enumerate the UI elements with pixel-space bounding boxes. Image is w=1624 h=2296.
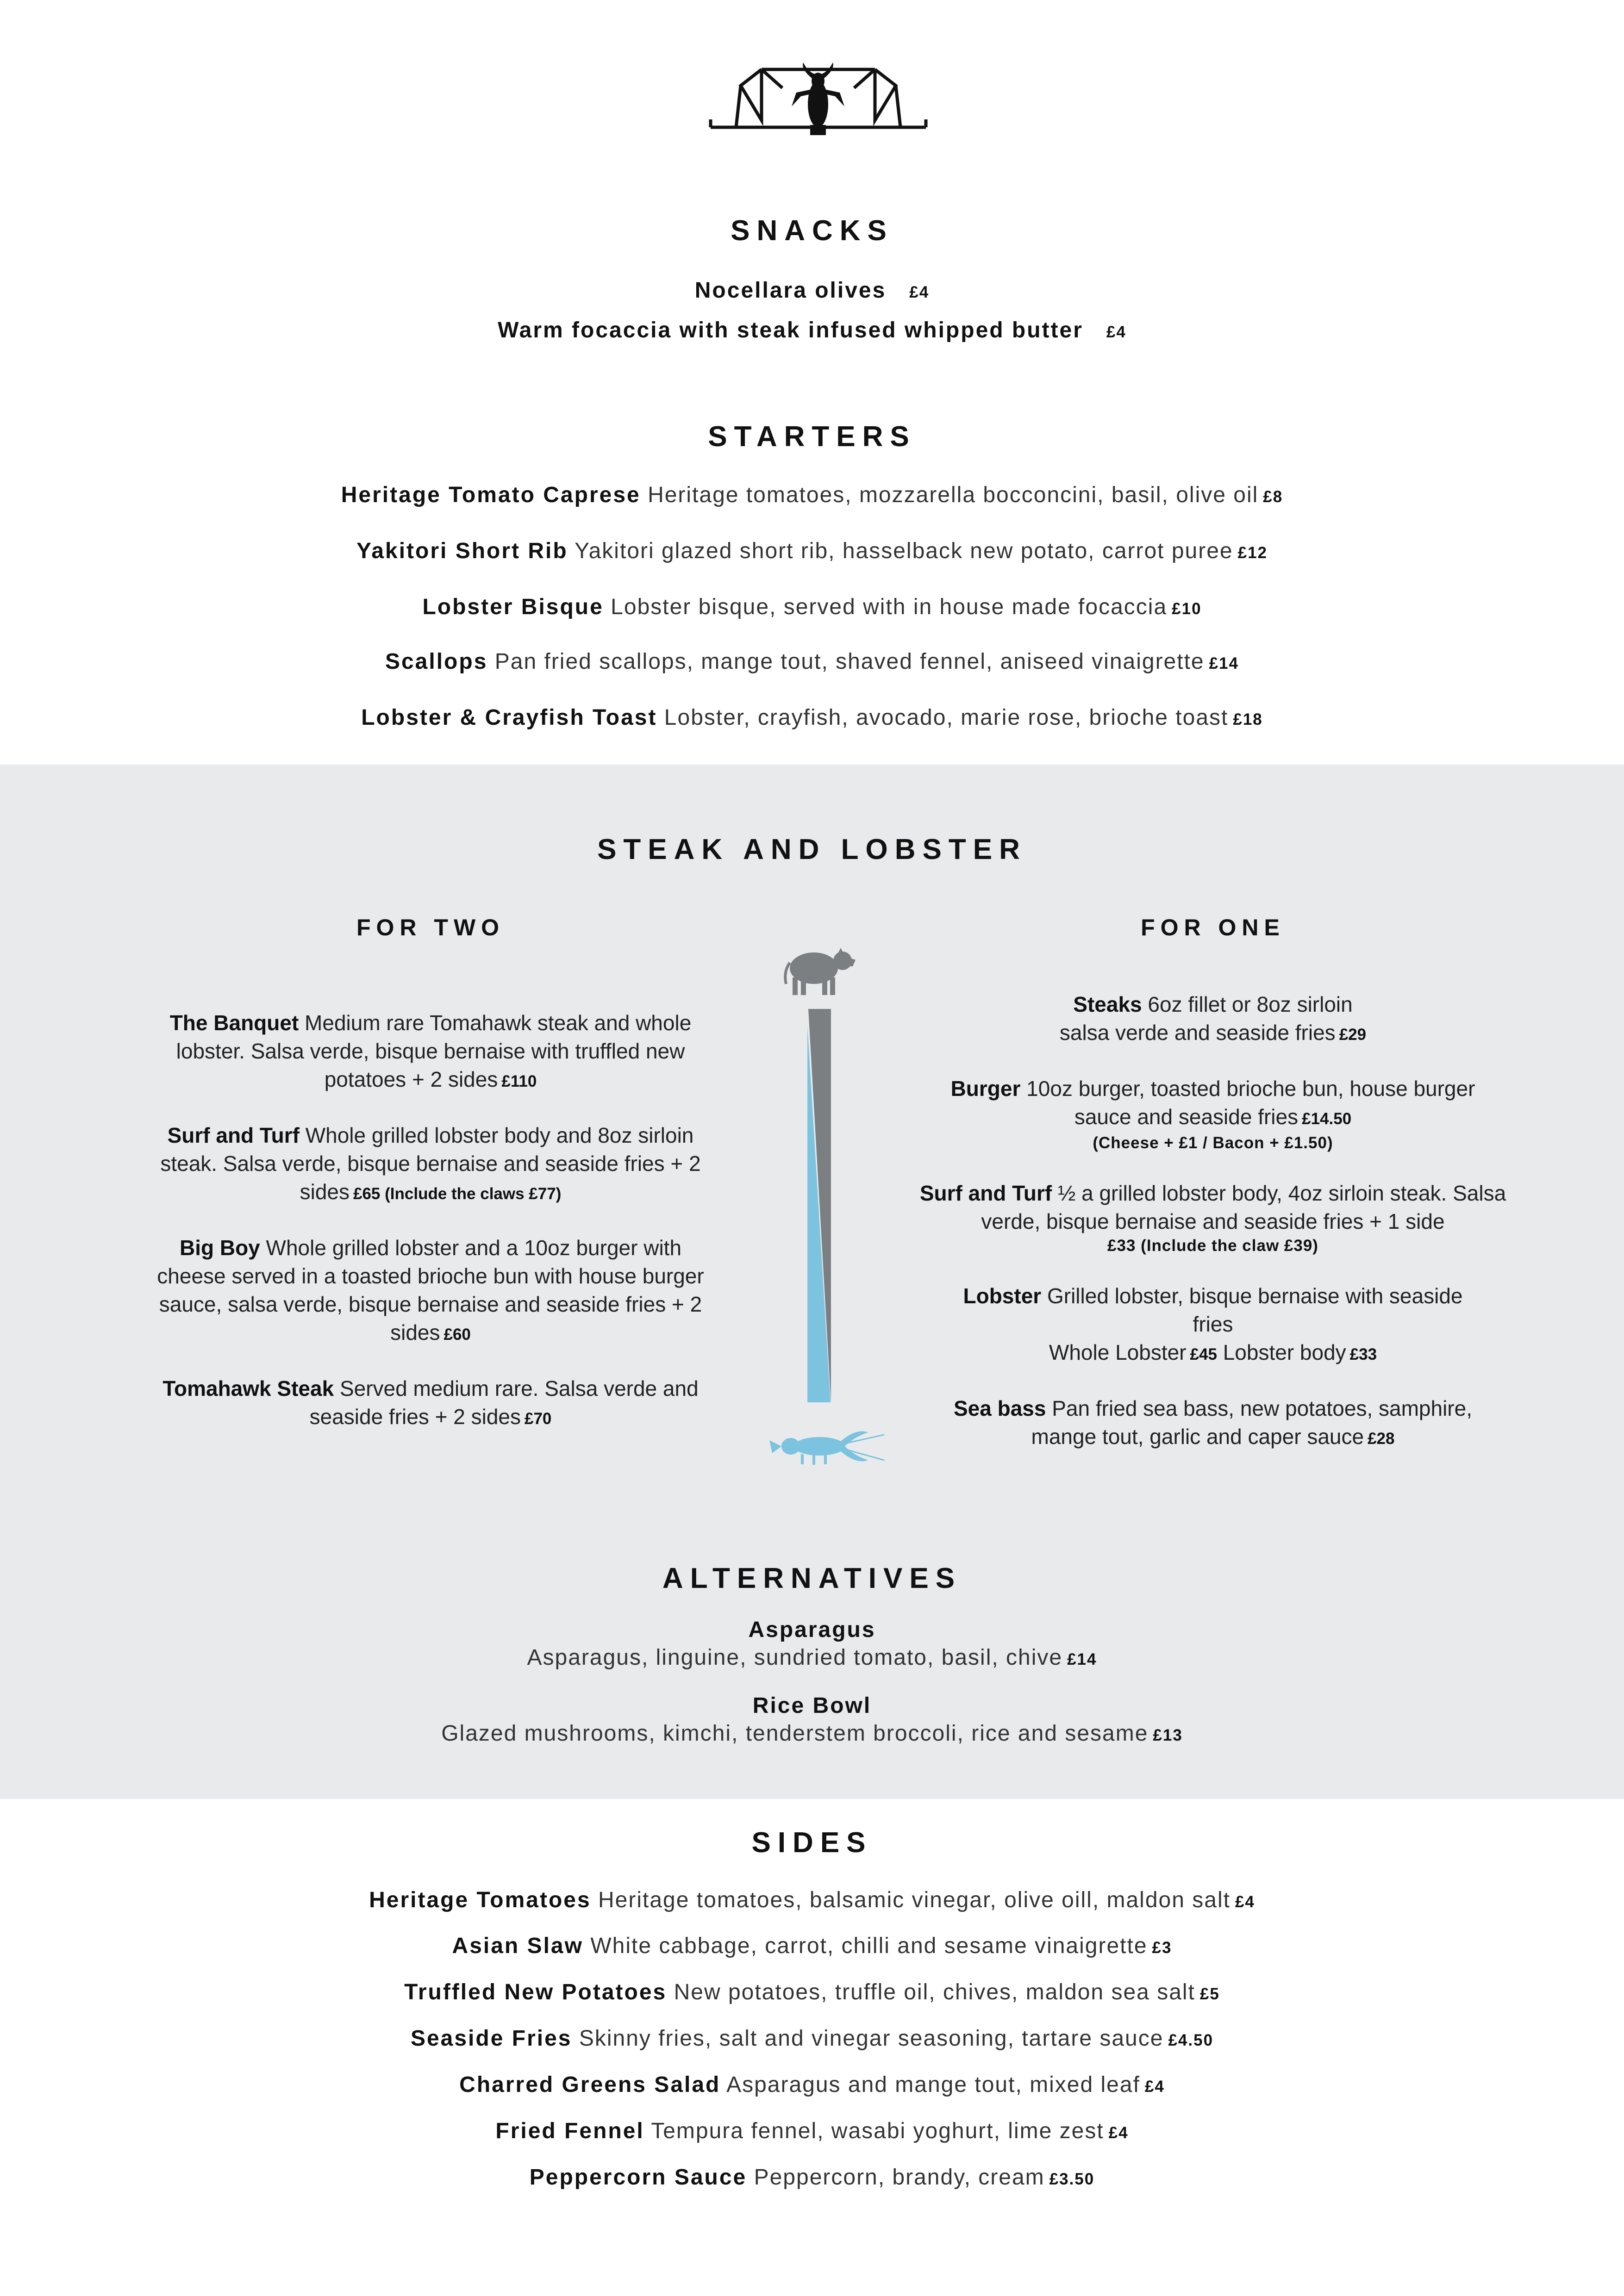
for-one-heading: FOR ONE (1141, 915, 1285, 940)
restaurant-logo (708, 60, 928, 139)
cow-lobster-divider (750, 940, 889, 1495)
steak-lobster-heading: STEAK AND LOBSTER (597, 834, 1027, 865)
side-item: Truffled New Potatoes New potatoes, truffle oil, chives, maldon sea salt £5 (404, 1980, 1220, 2004)
snacks-heading: SNACKS (731, 215, 893, 247)
menu-item: Tomahawk Steak Served medium rare. Salsa verde and seaside fries + 2 sides £70 (162, 1376, 699, 1429)
for-two-list (139, 1009, 722, 1459)
side-item: Seaside Fries Skinny fries, salt and vinegar seasoning, tartare sauce £4.50 (410, 2026, 1214, 2051)
menu-item: Steaks 6oz fillet or 8oz sirloin salsa verde and seaside fries £29 (1059, 992, 1367, 1045)
side-item: Peppercorn Sauce Peppercorn, brandy, cream £3.50 (529, 2165, 1095, 2190)
starter-item: Yakitori Short Rib Yakitori glazed short rib, hasselback new potato, carrot puree £12 (356, 539, 1268, 563)
menu-item: Sea bass Pan fried sea bass, new potatoes, samphire, mange tout, garlic and caper sauce £28 (953, 1396, 1472, 1449)
alternative-item: Asparagus Asparagus, linguine, sundried tomato, basil, chive £14 (527, 1618, 1097, 1670)
menu-item: The Banquet Medium rare Tomahawk steak and whole lobster. Salsa verde, bisque bernaise with truffled new potatoes + 2 sides £110 (169, 1011, 692, 1091)
lobster-icon (769, 1431, 884, 1465)
snack-item: Warm focaccia with steak infused whipped butter £4 (498, 318, 1126, 342)
side-item: Heritage Tomatoes Heritage tomatoes, balsamic vinegar, olive oill, maldon salt £4 (369, 1888, 1255, 1912)
menu-item: Lobster Grilled lobster, bisque bernaise with seaside fries Whole Lobster £45 Lobster body £33 (963, 1284, 1463, 1364)
starters-heading: STARTERS (708, 421, 916, 453)
side-item: Asian Slaw White cabbage, carrot, chilli and sesame vinaigrette £3 (452, 1934, 1172, 1958)
starter-item: Lobster & Crayfish Toast Lobster, crayfish, avocado, marie rose, brioche toast £18 (361, 705, 1263, 730)
starter-item: Heritage Tomato Caprese Heritage tomatoes, mozzarella bocconcini, basil, olive oil £8 (341, 483, 1283, 507)
starter-item: Scallops Pan fried scallops, mange tout, shaved fennel, aniseed vinaigrette £14 (385, 649, 1239, 674)
side-item: Charred Greens Salad Asparagus and mange tout, mixed leaf £4 (459, 2072, 1165, 2097)
starter-item: Lobster Bisque Lobster bisque, served with in house made focaccia £10 (422, 595, 1202, 619)
menu-item: Surf and Turf Whole grilled lobster body and 8oz sirloin steak. Salsa verde, bisque bernaise and seaside fries + 2 sides £65 (Include the claws £77) (160, 1123, 701, 1204)
side-item: Fried Fennel Tempura fennel, wasabi yoghurt, lime zest £4 (495, 2119, 1129, 2143)
menu-item: Big Boy Whole grilled lobster and a 10oz burger with cheese served in a toasted brioche bun with house burger sauce, salsa verde, bisque bernaise and seaside fries + 2 sides £60 (157, 1236, 704, 1344)
alternative-item: Rice Bowl Glazed mushrooms, kimchi, tenderstem broccoli, rice and sesame £13 (441, 1693, 1183, 1746)
for-two-heading: FOR TWO (356, 915, 505, 940)
sides-heading: SIDES (751, 1827, 873, 1859)
cow-icon (785, 948, 856, 995)
for-one-list (907, 990, 1518, 1479)
menu-item: Surf and Turf ½ a grilled lobster body, 4oz sirloin steak. Salsa verde, bisque bernaise and seaside fries + 1 side £33 (Include the claw £39) (919, 1181, 1506, 1255)
menu-item: Burger 10oz burger, toasted brioche bun, house burger sauce and seaside fries £14.50 (Cheese + £1 / Bacon + £1.50) (950, 1076, 1475, 1152)
snack-item: Nocellara olives £4 (694, 278, 930, 303)
alternatives-heading: ALTERNATIVES (662, 1562, 962, 1594)
